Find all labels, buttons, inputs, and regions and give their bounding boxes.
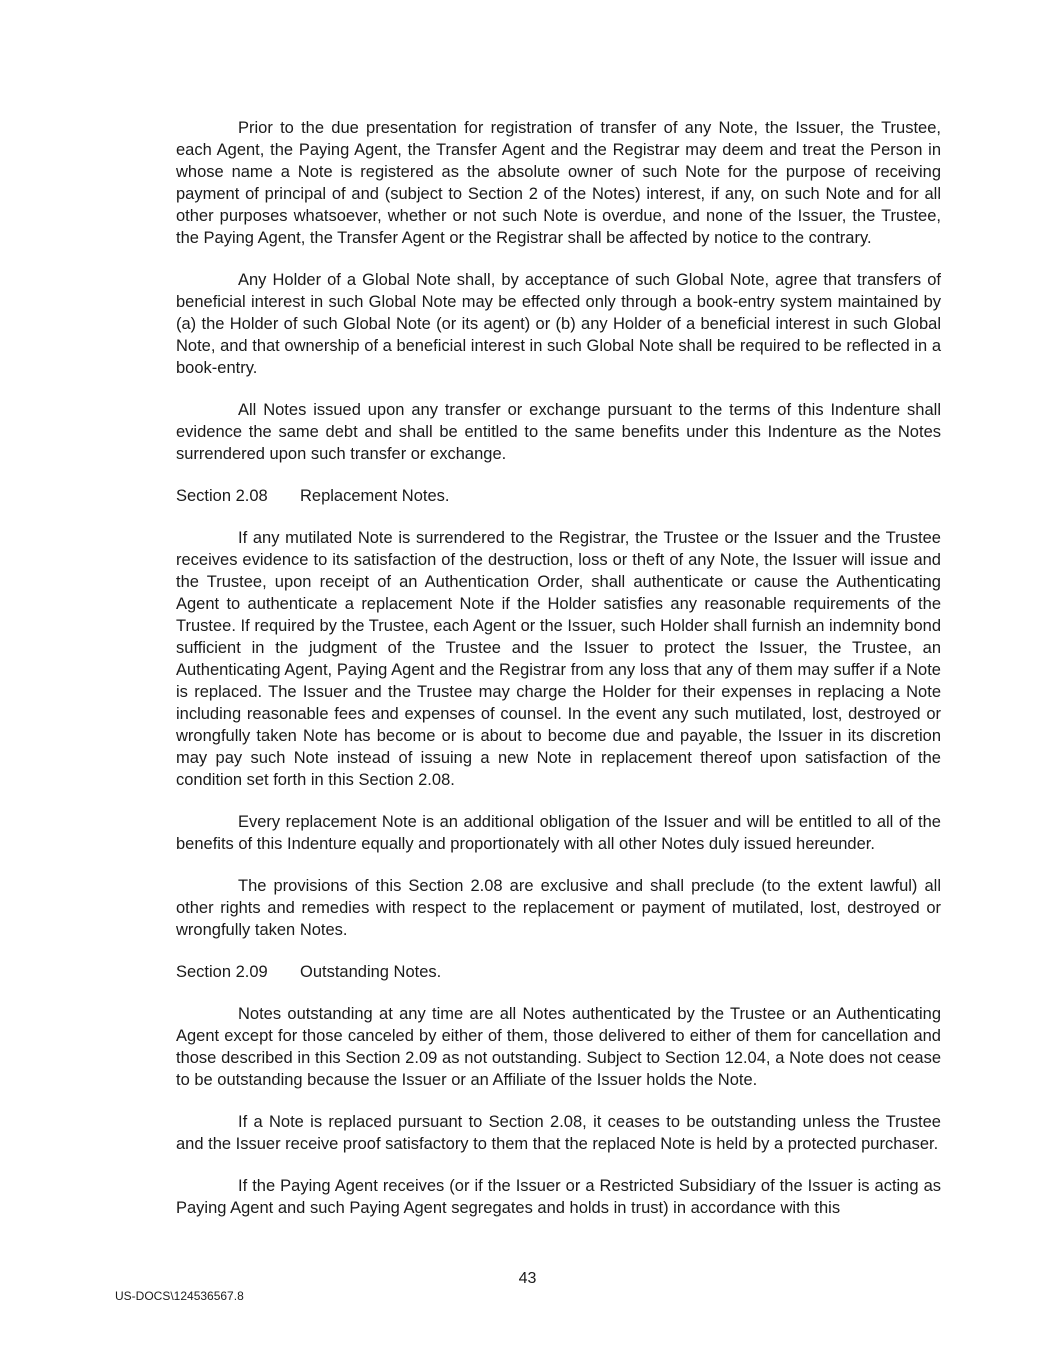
page-number: 43 [518, 1270, 537, 1287]
section-number: Section 2.08 [176, 487, 268, 505]
section-number: Section 2.09 [176, 963, 268, 981]
paragraph-mutilated-note: If any mutilated Note is surrendered to the Registrar, the Trustee or the Issuer and the Trustee receives evidence to its satisfaction of the destruction, loss or theft of any Note, the Issuer will issue and the Trustee, upon receipt of an Authentication Order, shall authenticate or cause the Authenticating Agent to authenticate a replacement Note if the Holder satisfies any reasonable requirements of the Trustee. If required by the Trustee, each Agent or the Issuer, such Holder shall furnish an indemnity bond sufficient in the judgment of the Trustee and the Issuer to protect the Issuer, the Trustee, an Authenticating Agent, Paying Agent and the Registrar from any loss that any of them may suffer if a Note is replaced. The Issuer and the Trustee may charge the Holder for their expenses in replacing a Note including reasonable fees and expenses of counsel. In the event any such mutilated, lost, destroyed or wrongfully taken Note has become or is about to become due and payable, the Issuer in its discretion may pay such Note instead of issuing a new Note in replacement thereof upon satisfaction of the condition set forth in this Section 2.08. [176, 529, 941, 789]
paragraph-registration-transfer: Prior to the due presentation for registration of transfer of any Note, the Issuer, the Trustee, each Agent, the Paying Agent, the Transfer Agent and the Registrar may deem and treat the Person in whose name a Note is registered as the absolute owner of such Note for the purpose of receiving payment of principal of and (subject to Section 2 of the Notes) interest, if any, on such Note and for all other purposes whatsoever, whether or not such Note is overdue, and none of the Issuer, the Trustee, the Paying Agent, the Transfer Agent or the Registrar shall be affected by notice to the contrary. [176, 119, 941, 247]
paragraph-notes-issued-upon-transfer: All Notes issued upon any transfer or exchange pursuant to the terms of this Indenture shall evidence the same debt and shall be entitled to the same benefits under this Indenture as the Notes surrendered upon such transfer or exchange. [176, 401, 941, 463]
paragraph-replacement-obligation: Every replacement Note is an additional obligation of the Issuer and will be entitled to all of the benefits of this Indenture equally and proportionately with all other Notes duly issued hereunder. [176, 813, 941, 853]
section-title: Outstanding Notes. [300, 963, 442, 981]
section-title: Replacement Notes. [300, 487, 450, 505]
section-heading-2-08 [176, 485, 941, 507]
document-body [176, 117, 941, 1239]
paragraph-global-note-transfers: Any Holder of a Global Note shall, by acceptance of such Global Note, agree that transfers of beneficial interest in such Global Note may be effected only through a book-entry system maintained by (a) the Holder of such Global Note (or its agent) or (b) any Holder of a beneficial interest in such Global Note, and that ownership of a beneficial interest in such Global Note shall be required to be reflected in a book-entry. [176, 271, 941, 377]
paragraph-exclusive-provisions: The provisions of this Section 2.08 are exclusive and shall preclude (to the extent lawful) all other rights and remedies with respect to the replacement or payment of mutilated, lost, destroyed or wrongfully taken Notes. [176, 877, 941, 939]
paragraph-paying-agent-receives: If the Paying Agent receives (or if the Issuer or a Restricted Subsidiary of the Issuer is acting as Paying Agent and such Paying Agent segregates and holds in trust) in accordance with this [176, 1177, 941, 1217]
paragraph-replaced-note: If a Note is replaced pursuant to Section 2.08, it ceases to be outstanding unless the Trustee and the Issuer receive proof satisfactory to them that the replaced Note is held by a protected purchaser. [176, 1113, 941, 1153]
section-heading-2-09 [176, 961, 941, 983]
document-id: US-DOCS\124536567.8 [115, 1289, 244, 1303]
paragraph-notes-outstanding: Notes outstanding at any time are all Notes authenticated by the Trustee or an Authenticating Agent except for those canceled by either of them, those delivered to either of them for cancellation and those described in this Section 2.09 as not outstanding. Subject to Section 12.04, a Note does not cease to be outstanding because the Issuer or an Affiliate of the Issuer holds the Note. [176, 1005, 941, 1089]
